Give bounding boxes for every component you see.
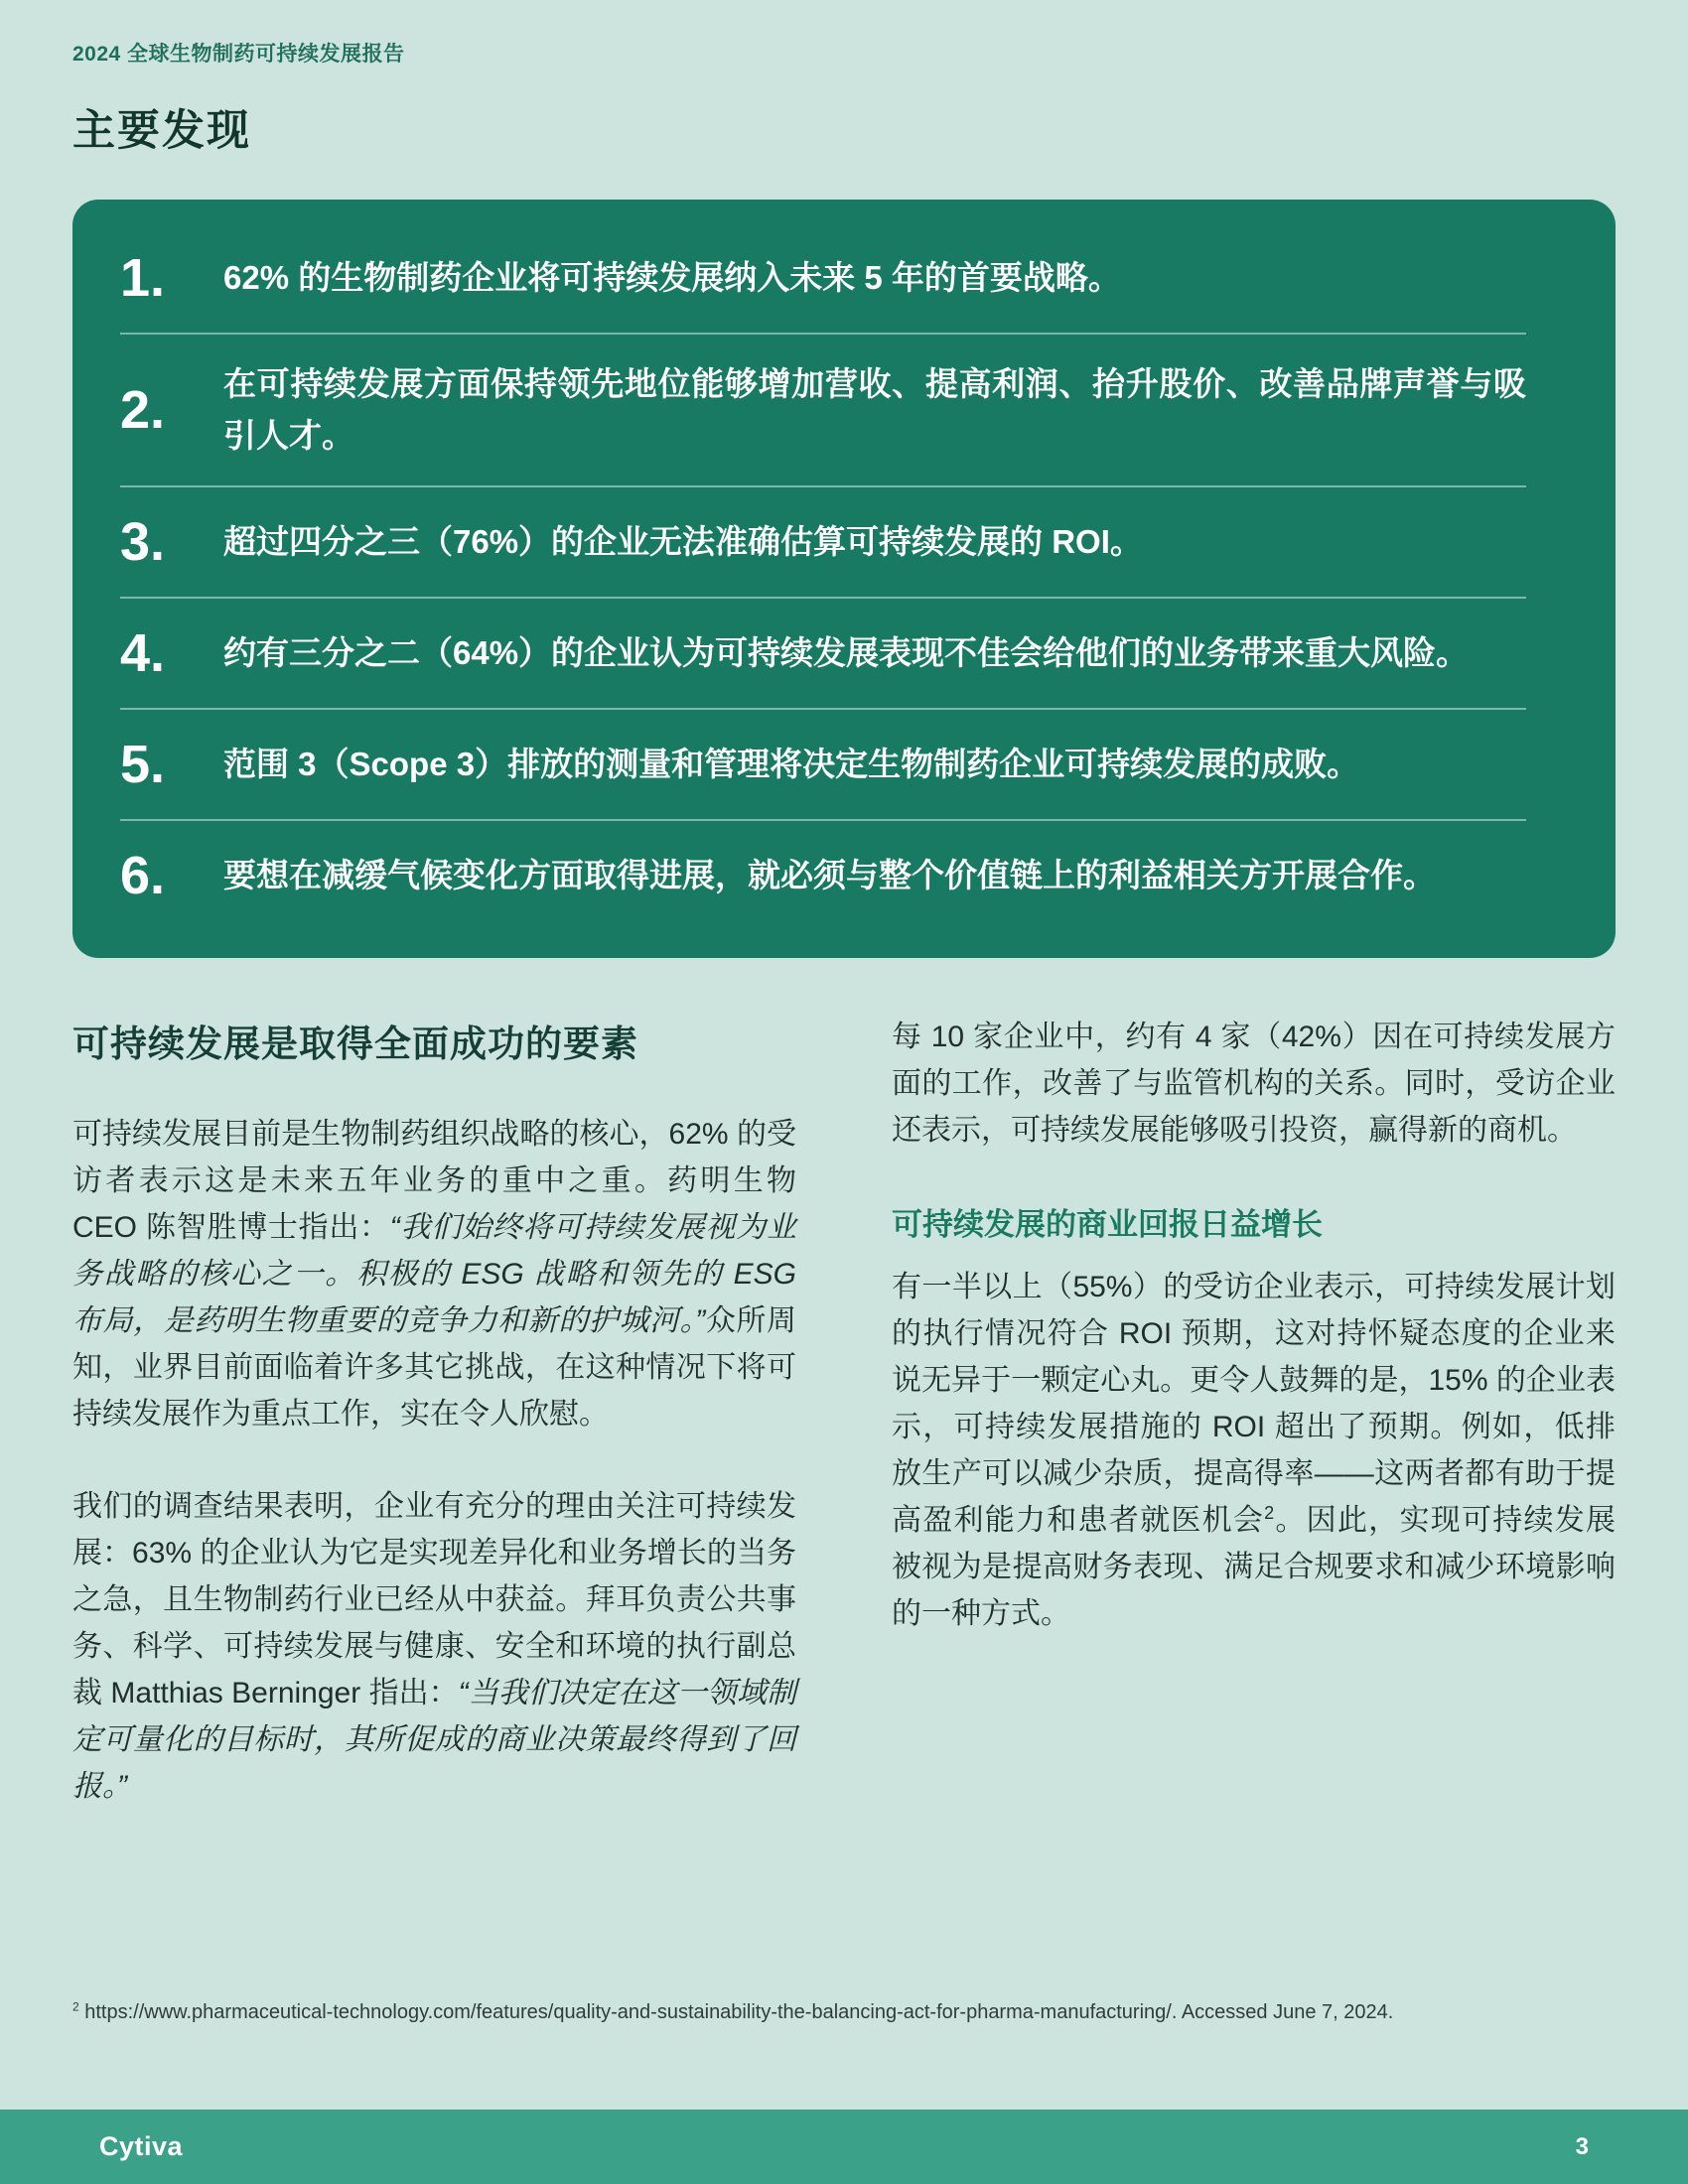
finding-item-6 — [120, 819, 1526, 930]
paragraph-text: 众所周知，业界目前面临着许多其它挑战，在这种情况下将可持续发展作为重点工作，实在令人欣慰。 — [72, 1304, 797, 1431]
finding-number: 6. — [120, 846, 166, 905]
finding-item-1 — [120, 223, 1526, 333]
finding-text: 范围 3（Scope 3）排放的测量和管理将决定生物制药企业可持续发展的成败。 — [223, 746, 1360, 782]
quote-text: “当我们决定在这一领域制定可量化的目标时，其所促成的商业决策最终得到了回报。” — [72, 1677, 796, 1803]
finding-number: 4. — [120, 623, 166, 683]
finding-number: 5. — [120, 735, 166, 794]
footnote-reference: 2 — [1264, 1503, 1275, 1523]
finding-number: 2. — [120, 380, 166, 440]
finding-number: 3. — [120, 512, 166, 572]
footnote — [72, 2001, 1539, 2024]
paragraph-text: 可持续发展目前是生物制药组织战略的核心，62% 的受访者表示这是未来五年业务的重中之重。药明生物 CEO 陈智胜博士指出： — [72, 1118, 796, 1244]
quote-text: “我们始终将可持续发展视为业务战略的核心之一。积极的 ESG 战略和领先的 ESG 布局，是药明生物重要的竞争力和新的护城河。” — [72, 1211, 796, 1337]
right-column — [892, 1014, 1616, 1855]
finding-text: 在可持续发展方面保持领先地位能够增加营收、提高利润、抬升股价、改善品牌声誉与吸引人才。 — [223, 365, 1526, 454]
footnote-url[interactable]: https://www.pharmaceutical-technology.com/features/quality-and-sustainability-the-balancing-act-for-pharma-manufacturing/. Accessed June 7, 2024. — [78, 2001, 1394, 2023]
footnote-marker: 2 — [72, 1999, 79, 2014]
section-heading: 可持续发展是取得全面成功的要素 — [72, 1024, 638, 1064]
finding-item-2 — [120, 333, 1526, 485]
page-title: 主要发现 — [72, 107, 251, 155]
finding-item-3 — [120, 485, 1526, 597]
finding-text: 约有三分之二（64%）的企业认为可持续发展表现不佳会给他们的业务带来重大风险。 — [223, 634, 1470, 671]
left-column — [72, 1014, 796, 1855]
key-findings-card — [72, 200, 1616, 958]
page-footer — [0, 2110, 1688, 2184]
finding-text: 62% 的生物制药企业将可持续发展纳入未来 5 年的首要战略。 — [223, 259, 1121, 296]
brand-logo: Cytiva — [99, 2131, 184, 2161]
paragraph: 每 10 家企业中，约有 4 家（42%）因在可持续发展方面的工作，改善了与监管机构的关系。同时，受访企业还表示，可持续发展能够吸引投资，赢得新的商机。 — [892, 1021, 1616, 1147]
page-number: 3 — [1575, 2132, 1589, 2160]
paragraph-text: 我们的调查结果表明，企业有充分的理由关注可持续发展：63% 的企业认为它是实现差异化和业务增长的当务之急，且生物制药行业已经从中获益。拜耳负责公共事务、科学、可持续发展与健康、安全和环境的执行副总裁 Matthias Berninger 指出： — [72, 1490, 796, 1709]
paragraph — [72, 1111, 796, 1437]
paragraph — [892, 1264, 1616, 1637]
paragraph-text: 有一半以上（55%）的受访企业表示，可持续发展计划的执行情况符合 ROI 预期，这对持怀疑态度的企业来说无异于一颗定心丸。更令人鼓舞的是，15% 的企业表示，可持续发展措施的 ROI 超出了预期。例如，低排放生产可以减少杂质，提高得率——这两者都有助于提高盈利能力和患者就医机会 — [892, 1271, 1616, 1537]
two-column-section — [72, 1014, 1616, 1855]
finding-item-4 — [120, 597, 1526, 708]
paragraph-text: 。因此，实现可持续发展被视为是提高财务表现、满足合规要求和减少环境影响的一种方式。 — [892, 1504, 1617, 1630]
finding-text: 超过四分之三（76%）的企业无法准确估算可持续发展的 ROI。 — [223, 523, 1143, 560]
finding-text: 要想在减缓气候变化方面取得进展，就必须与整个价值链上的利益相关方开展合作。 — [223, 857, 1436, 893]
finding-item-5 — [120, 708, 1526, 819]
finding-number: 1. — [120, 248, 166, 308]
report-header: 2024 全球生物制药可持续发展报告 — [72, 43, 405, 66]
paragraph — [72, 1483, 796, 1810]
sub-section-heading: 可持续发展的商业回报日益增长 — [892, 1207, 1323, 1242]
